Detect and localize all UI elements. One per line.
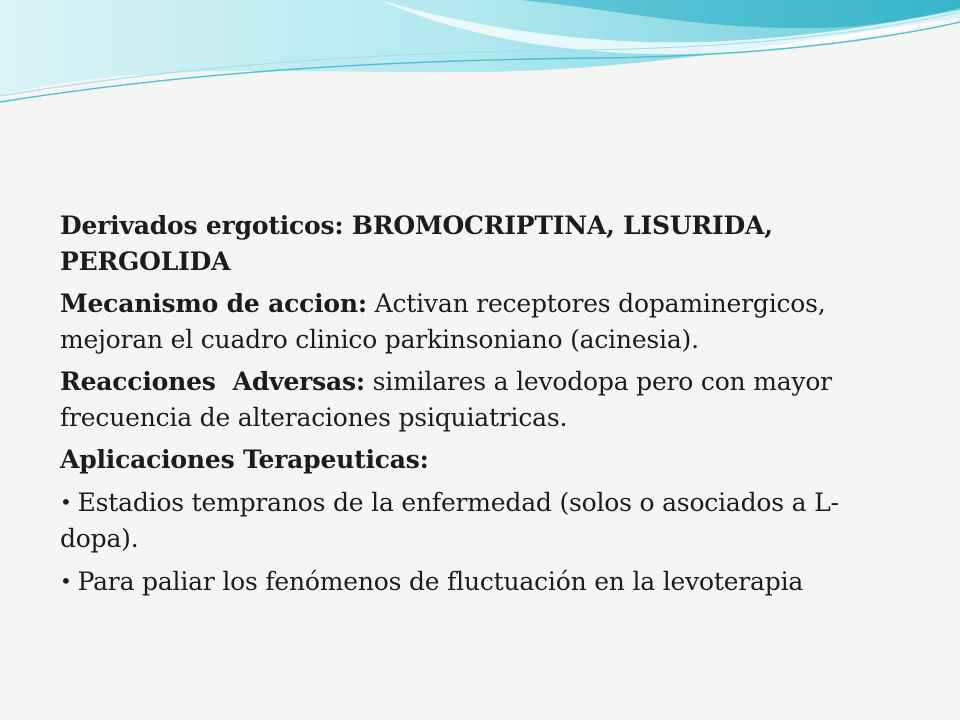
bullet-item-2: [60, 563, 910, 600]
slide-content: [60, 208, 910, 606]
bullet-text-1: Estadios tempranos de la enfermedad (solos o asociados a L-dopa).: [60, 488, 839, 553]
bullet-dot-icon: •: [60, 490, 72, 514]
header-wave-decoration: [0, 0, 960, 110]
paragraph-aplicaciones: [60, 442, 910, 478]
heading-aplicaciones: Aplicaciones Terapeuticas:: [60, 445, 429, 474]
paragraph-mecanismo: [60, 286, 910, 358]
bullet-dot-icon: •: [60, 569, 72, 593]
heading-derivados: Derivados ergoticos: BROMOCRIPTINA, LISURIDA, PERGOLIDA: [60, 211, 773, 276]
text-reacciones: similares a levodopa pero con mayor frecuencia de alteraciones psiquiatricas.: [60, 367, 832, 432]
bullet-item-1: [60, 484, 910, 557]
paragraph-reacciones: [60, 364, 910, 436]
bullet-text-2: Para paliar los fenómenos de fluctuación en la levoterapia: [77, 567, 804, 596]
paragraph-derivados: [60, 208, 910, 280]
text-mecanismo: Activan receptores dopaminergicos, mejoran el cuadro clinico parkinsoniano (acinesia).: [60, 289, 826, 354]
heading-mecanismo: Mecanismo de accion:: [60, 289, 367, 318]
heading-reacciones: Reacciones Adversas:: [60, 367, 365, 396]
